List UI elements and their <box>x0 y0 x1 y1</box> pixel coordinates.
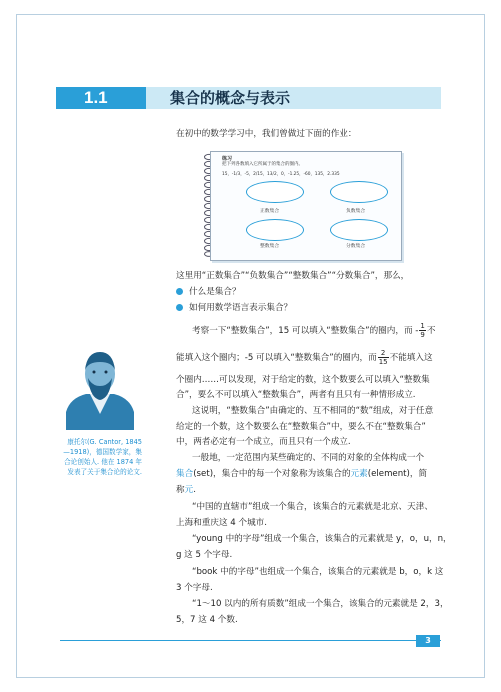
set-oval-negative <box>330 181 388 203</box>
set-label-integer: 整数集合 <box>260 244 280 249</box>
body-line-10: 集合(set)，集合中的每一个对象称为该集合的元素(element)，简 <box>176 469 428 479</box>
set-oval-integer <box>246 219 304 241</box>
cantor-portrait <box>60 340 140 430</box>
body-line-8: 中，两者必定有一个成立，而且只有一个成立. <box>176 437 351 447</box>
body-line-6: 这说明，“整数集合”由确定的、互不相同的“数”组成，对于任意 <box>192 406 434 416</box>
set-oval-positive <box>246 181 304 203</box>
body-line-9: 一般地，一定范围内某些确定的、不同的对象的全体构成一个 <box>192 453 425 463</box>
body-line-1: 这里用“正数集合”“负数集合”“整数集合”“分数集合”，那么， <box>176 271 410 281</box>
body-line-5: 合”，要么不可以填入“整数集合”，两者有且只有一种情形成立. <box>176 390 416 400</box>
section-number: 1.1 <box>84 88 108 107</box>
body-line-15: g 这 5 个字母. <box>176 550 233 560</box>
set-label-fraction: 分数集合 <box>346 244 366 249</box>
intro-text: 在初中的数学学习中，我们曾做过下面的作业： <box>176 129 357 139</box>
exercise-title: 练习 <box>222 156 233 162</box>
body-line-7: 给定的一个数，这个数要么在“整数集合”中，要么不在“整数集合” <box>176 422 426 432</box>
page-number: 3 <box>425 636 431 645</box>
body-line-18: “1～10 以内的所有质数”组成一个集合，该集合的元素就是 2，3， <box>192 599 449 609</box>
body-line-19: 5，7 这 4 个数. <box>176 615 238 625</box>
bullet-item-2: 如何用数学语言表示集合？ <box>176 302 292 314</box>
exercise-instruction: 把下列各数填入它所属于的集合的圈内。 <box>222 162 303 167</box>
body-line-13: 上海和重庆这 4 个城市. <box>176 518 268 528</box>
set-label-negative: 负数集合 <box>346 209 366 214</box>
body-line-3: 能填入这个圈内；-5 可以填入“整数集合”的圈内，而 $\frac{2}{15}$ 不能填入这 <box>176 349 433 366</box>
body-line-14: “young 中的字母”组成一个集合，该集合的元素就是 y，o，u，n， <box>192 534 452 544</box>
bullet-item-1: 什么是集合？ <box>176 286 241 298</box>
exercise-numbers: 15，-1/3，-5，2/15，13/2，0，-1.25，-60，135，2.335 <box>222 172 340 177</box>
body-line-17: 3 个字母. <box>176 583 213 593</box>
bullet-dot-icon <box>176 304 183 311</box>
portrait-caption: 康托尔(G. Cantor, 1845—1918)，德国数学家，集合论创始人. 他在 1874 年发表了关于集合论的论文. <box>63 438 142 476</box>
set-oval-fraction <box>330 219 388 241</box>
bullet-dot-icon <box>176 288 183 295</box>
body-line-16: “book 中的字母”也组成一个集合，该集合的元素就是 b，o，k 这 <box>192 567 444 577</box>
section-title: 集合的概念与表示 <box>170 89 291 107</box>
body-line-2: 考察一下“整数集合”，15 可以填入“整数集合”的圈内，而 - $\frac{1}{9}$ 不 <box>192 322 436 339</box>
footer-rule <box>60 640 441 641</box>
body-line-12: “中国的直辖市”组成一个集合，该集合的元素就是北京、天津、 <box>192 502 433 512</box>
fraction: $\frac{2}{15}$ <box>378 349 388 366</box>
body-line-4: 个圈内……可以发现，对于给定的数，这个数要么可以填入“整数集 <box>176 375 430 385</box>
fraction: $\frac{1}{9}$ <box>420 322 425 339</box>
set-label-positive: 正数集合 <box>260 209 280 214</box>
body-line-11: 称元. <box>176 485 196 495</box>
